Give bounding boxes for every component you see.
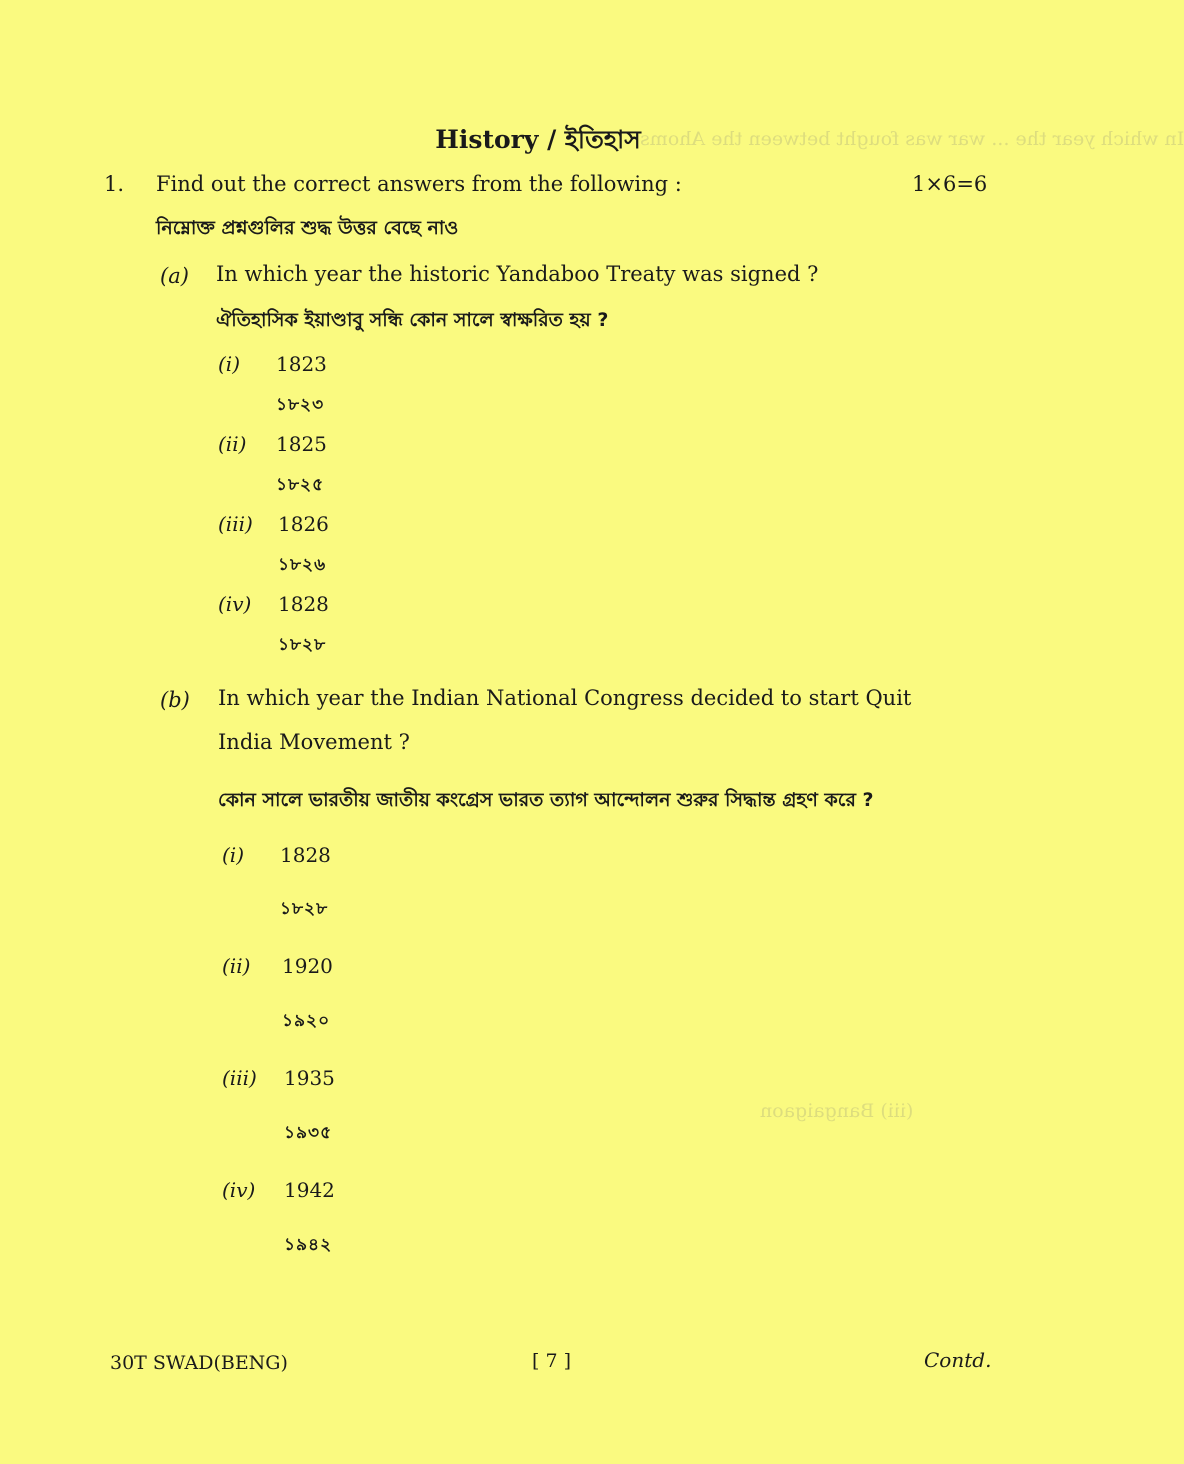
option-label: (ii) xyxy=(222,954,251,978)
option-label: (iii) xyxy=(222,1066,257,1090)
option-label: (iv) xyxy=(222,1178,256,1202)
option-value-bengali: ১৯২০ xyxy=(282,1011,331,1031)
option-label: (ii) xyxy=(218,432,247,456)
question-marks: 1×6=6 xyxy=(912,172,988,196)
option-value-bengali: ১৮২৮ xyxy=(278,635,327,655)
bleed-through-text-2: (iii) Bangaigaon xyxy=(760,1100,914,1122)
question-text: Find out the correct answers from the following : xyxy=(156,172,682,196)
option-value: 1823 xyxy=(276,352,327,376)
footer-page-number: [ 7 ] xyxy=(532,1350,571,1372)
question-number: 1. xyxy=(104,172,125,196)
footer-paper-code: 30T SWAD(BENG) xyxy=(110,1352,288,1374)
option-value-bengali: ১৯৩৫ xyxy=(284,1123,333,1143)
option-value: 1920 xyxy=(282,954,333,978)
sub-question-b-text-bengali: কোন সালে ভারতীয় জাতীয় কংগ্রেস ভারত ত্যাগ আন্দোলন শুরুর সিদ্ধান্ত গ্রহণ করে ? xyxy=(218,789,874,811)
sub-question-a-text-bengali: ঐতিহাসিক ইয়াণ্ডাবু সন্ধি কোন সালে স্বাক্ষরিত হয় ? xyxy=(216,309,609,331)
option-value: 1942 xyxy=(284,1178,335,1202)
option-value-bengali: ১৮২৫ xyxy=(276,475,325,495)
sub-question-a-label: (a) xyxy=(160,264,189,288)
question-text-bengali: নিম্নোক্ত প্রশ্নগুলির শুদ্ধ উত্তর বেছে নাও xyxy=(156,217,459,239)
sub-question-b-text-line1: In which year the Indian National Congress decided to start Quit xyxy=(218,686,912,710)
option-label: (iii) xyxy=(218,512,253,536)
option-value-bengali: ১৮২৬ xyxy=(278,555,327,575)
option-value: 1825 xyxy=(276,432,327,456)
sub-question-b-label: (b) xyxy=(160,688,190,712)
option-value: 1826 xyxy=(278,512,329,536)
option-value-bengali: ১৯৪২ xyxy=(284,1235,333,1255)
option-value: 1935 xyxy=(284,1066,335,1090)
option-value: 1828 xyxy=(280,843,331,867)
bleed-through-text: In which year the ... war was fought between the Ahoms xyxy=(640,128,1184,150)
sub-question-b-text-line2: India Movement ? xyxy=(218,730,410,754)
page-title: History / ইতিহাস xyxy=(435,125,641,154)
option-label: (i) xyxy=(218,352,241,376)
option-label: (i) xyxy=(222,843,245,867)
option-value-bengali: ১৮২৮ xyxy=(280,899,329,919)
footer-continued: Contd. xyxy=(924,1348,992,1372)
option-value: 1828 xyxy=(278,592,329,616)
option-value-bengali: ১৮২৩ xyxy=(276,395,325,415)
sub-question-a-text: In which year the historic Yandaboo Treaty was signed ? xyxy=(216,262,819,286)
option-label: (iv) xyxy=(218,592,252,616)
